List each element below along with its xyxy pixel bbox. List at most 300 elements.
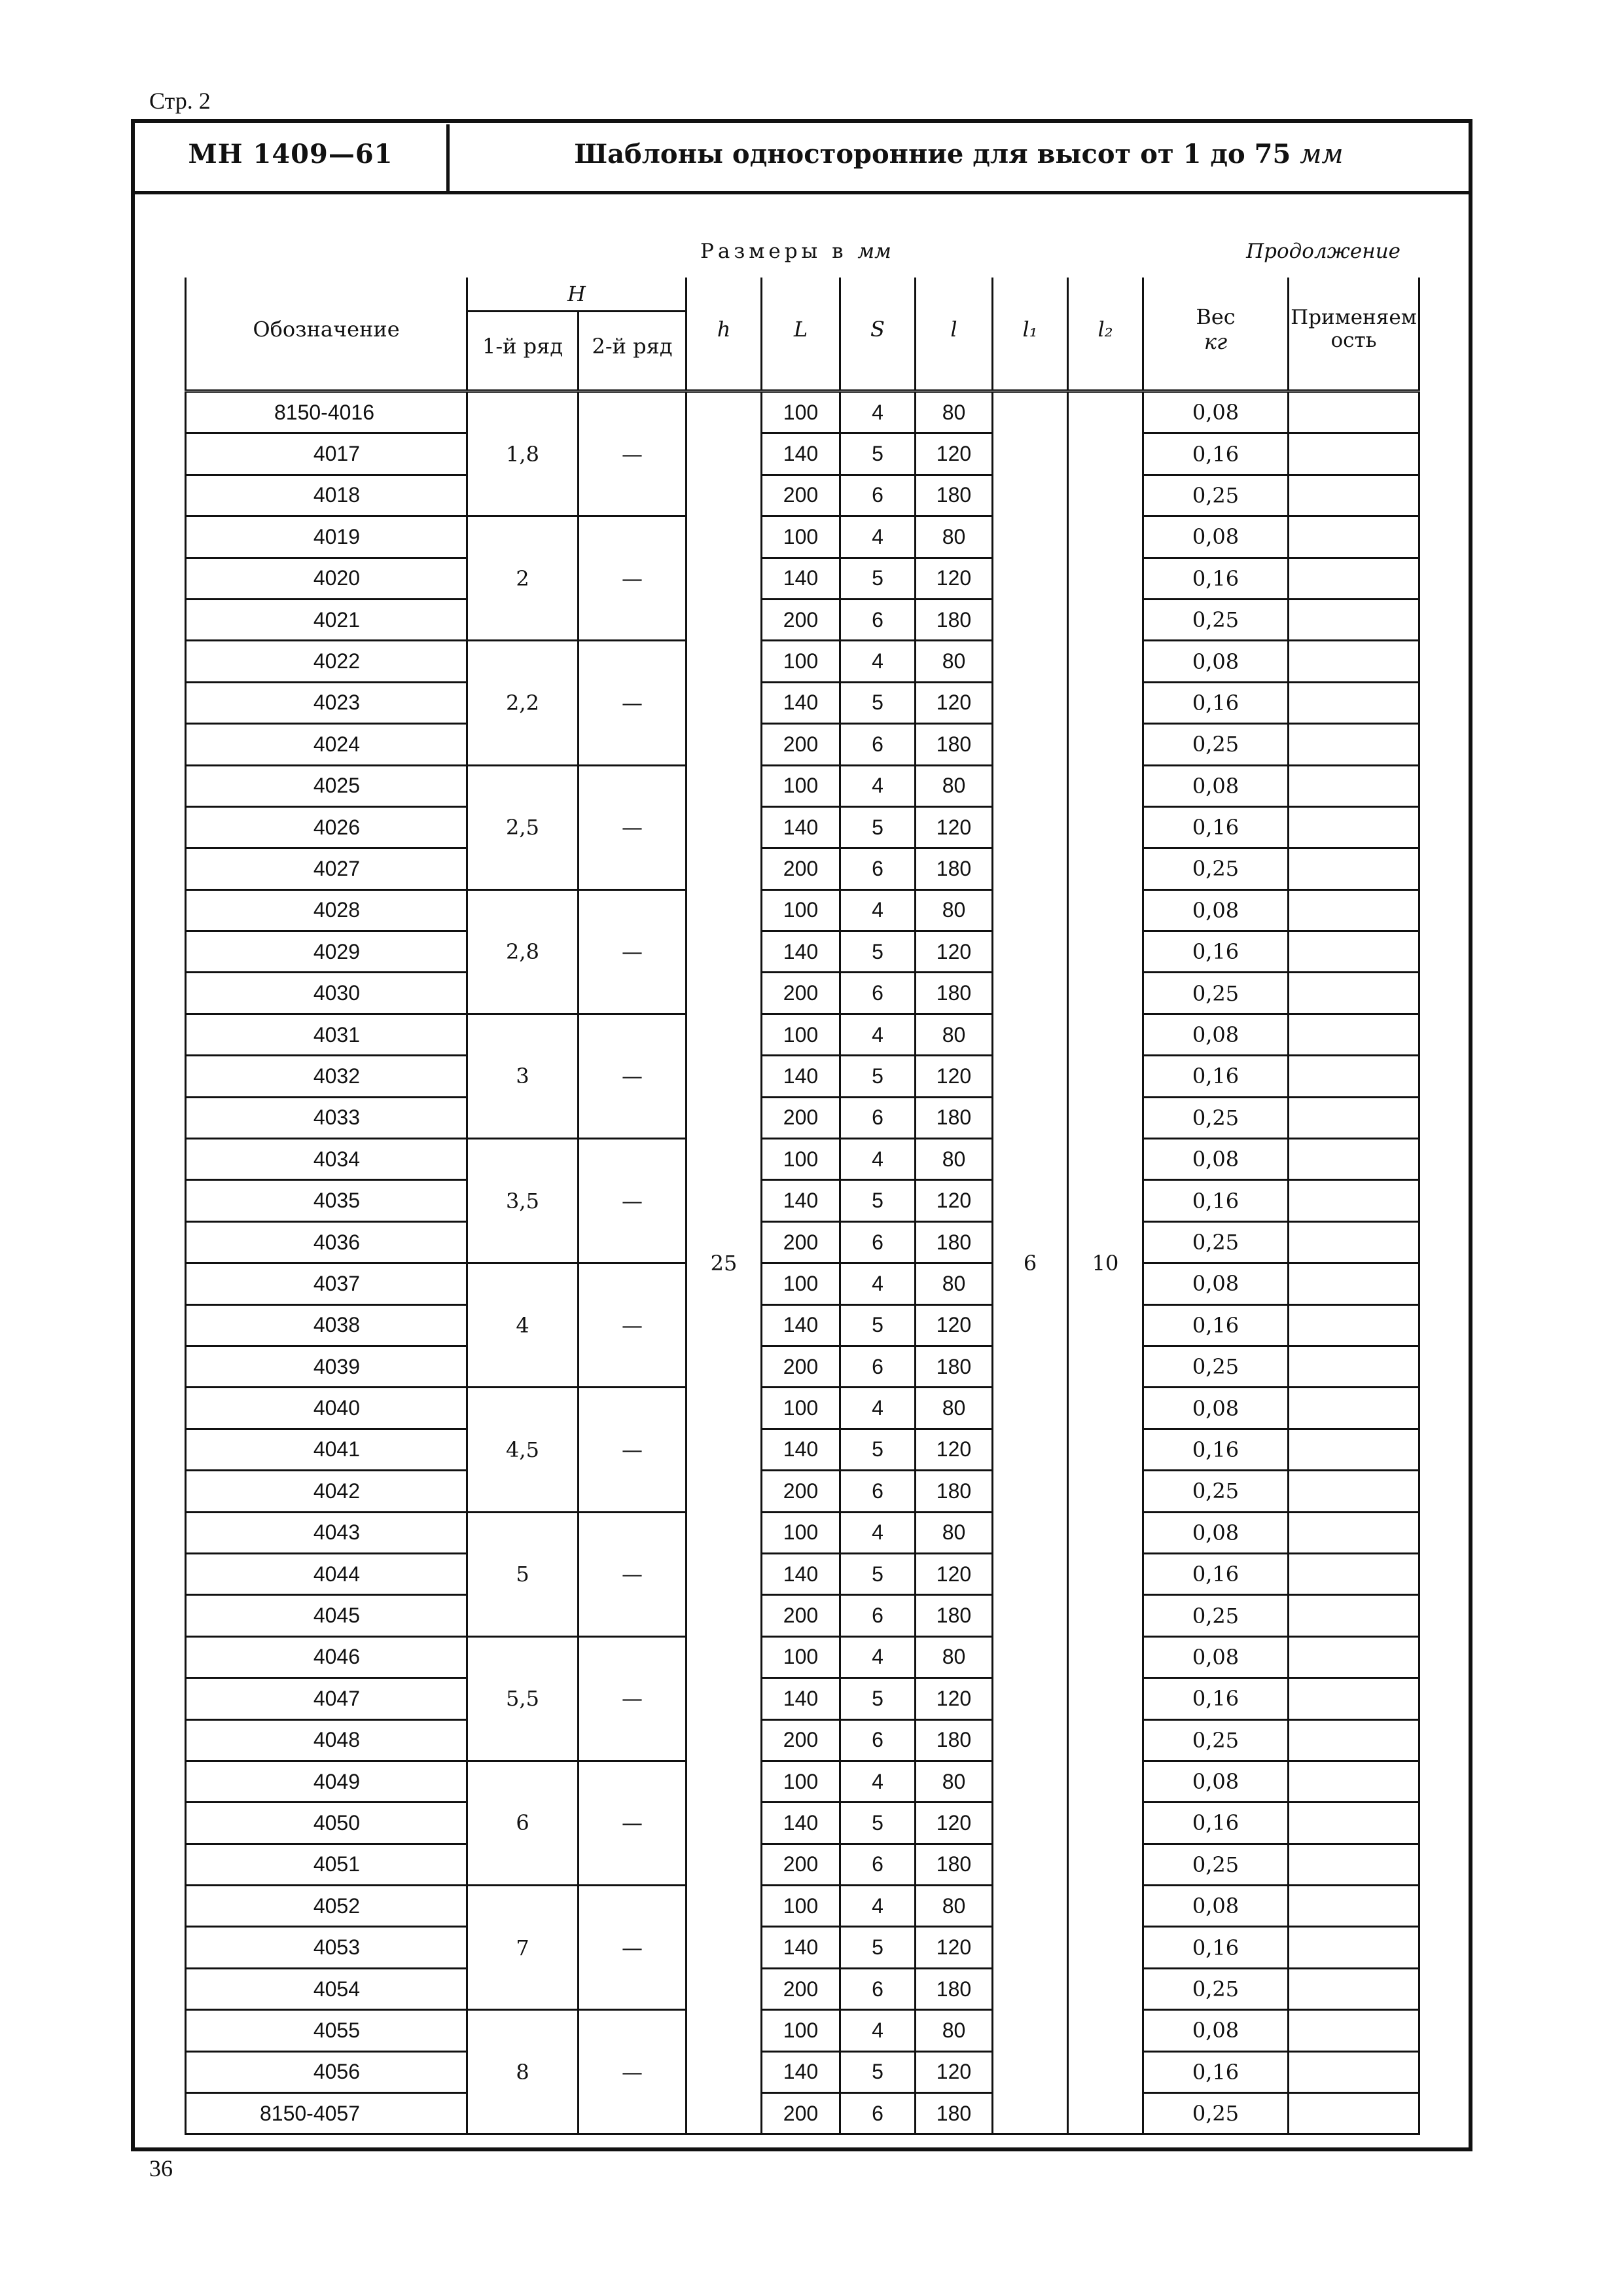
designation-cell: 4051: [186, 1844, 467, 1885]
l-cell: 80: [916, 641, 993, 682]
applicability-cell: [1289, 1139, 1419, 1180]
table-row: [186, 1180, 1419, 1221]
applicability-cell: [1289, 1761, 1419, 1802]
designation-cell: 4023: [186, 682, 467, 723]
designation-cell: 4028: [186, 889, 467, 931]
L-cell: 200: [762, 599, 840, 640]
S-cell: 6: [840, 1471, 916, 1512]
spec-table-body: [186, 391, 1419, 2134]
designation-cell: 4030: [186, 973, 467, 1014]
weight-cell: 0,08: [1143, 391, 1289, 433]
designation-cell: 4035: [186, 1180, 467, 1221]
S-cell: 5: [840, 1927, 916, 1968]
weight-cell: 0,16: [1143, 806, 1289, 848]
applicability-cell: [1289, 1263, 1419, 1304]
H-row1-cell: 5,5: [467, 1636, 579, 1761]
weight-cell: 0,08: [1143, 1139, 1289, 1180]
weight-cell: 0,25: [1143, 973, 1289, 1014]
applicability-cell: [1289, 682, 1419, 723]
l-cell: 80: [916, 1263, 993, 1304]
L-cell: 140: [762, 558, 840, 599]
L-cell: 140: [762, 682, 840, 723]
H-row2-cell: —: [579, 1886, 687, 2010]
H-row1-cell: 4,5: [467, 1388, 579, 1512]
S-cell: 4: [840, 641, 916, 682]
weight-cell: 0,25: [1143, 1968, 1289, 2009]
weight-cell: 0,08: [1143, 889, 1289, 931]
applicability-cell: [1289, 765, 1419, 806]
applicability-cell: [1289, 558, 1419, 599]
S-cell: 5: [840, 1304, 916, 1346]
weight-cell: 0,25: [1143, 2093, 1289, 2134]
S-cell: 4: [840, 1014, 916, 1055]
designation-cell: 4024: [186, 724, 467, 765]
col-L: L: [762, 278, 840, 380]
L-cell: 140: [762, 433, 840, 475]
S-cell: 4: [840, 1139, 916, 1180]
designation-cell: 4025: [186, 765, 467, 806]
S-cell: 4: [840, 1886, 916, 1927]
S-cell: 6: [840, 848, 916, 889]
S-cell: 6: [840, 1097, 916, 1138]
L-cell: 200: [762, 475, 840, 516]
l-cell: 80: [916, 1761, 993, 1802]
S-cell: 4: [840, 765, 916, 806]
S-cell: 5: [840, 1429, 916, 1470]
S-cell: 4: [840, 1388, 916, 1429]
table-row: [186, 1927, 1419, 1968]
l1-value-cell: 6: [993, 391, 1068, 2134]
l-cell: 80: [916, 1886, 993, 1927]
applicability-cell: [1289, 2093, 1419, 2134]
l-cell: 180: [916, 599, 993, 640]
applicability-cell: [1289, 433, 1419, 475]
H-row2-cell: —: [579, 765, 687, 889]
designation-cell: 4022: [186, 641, 467, 682]
table-row: [186, 1844, 1419, 1885]
l-cell: 120: [916, 1803, 993, 1844]
L-cell: 140: [762, 1304, 840, 1346]
S-cell: 5: [840, 931, 916, 973]
applicability-cell: [1289, 599, 1419, 640]
document-title-unit: мм: [1300, 139, 1344, 170]
L-cell: 100: [762, 1512, 840, 1553]
applicability-cell: [1289, 1719, 1419, 1761]
table-row: [186, 1429, 1419, 1470]
H-row1-cell: 2: [467, 516, 579, 641]
S-cell: 5: [840, 682, 916, 723]
col-l: l: [916, 278, 993, 380]
designation-cell: 4034: [186, 1139, 467, 1180]
table-row: [186, 806, 1419, 848]
table-row: [186, 1886, 1419, 1927]
l-cell: 80: [916, 1139, 993, 1180]
applicability-cell: [1289, 1097, 1419, 1138]
table-row: [186, 889, 1419, 931]
weight-cell: 0,08: [1143, 1761, 1289, 1802]
S-cell: 4: [840, 1263, 916, 1304]
col-applicability: Применяемость: [1289, 278, 1419, 380]
designation-cell: 4017: [186, 433, 467, 475]
table-row: [186, 558, 1419, 599]
S-cell: 4: [840, 1761, 916, 1802]
l-cell: 120: [916, 1553, 993, 1594]
S-cell: 6: [840, 724, 916, 765]
S-cell: 6: [840, 973, 916, 1014]
table-row: [186, 765, 1419, 806]
designation-cell: 4037: [186, 1263, 467, 1304]
applicability-cell: [1289, 516, 1419, 558]
weight-cell: 0,16: [1143, 1553, 1289, 1594]
l-cell: 80: [916, 391, 993, 433]
applicability-cell: [1289, 724, 1419, 765]
weight-cell: 0,25: [1143, 724, 1289, 765]
col-l1: l₁: [993, 278, 1068, 380]
table-row: [186, 599, 1419, 640]
l-cell: 120: [916, 682, 993, 723]
l2-value-cell: 10: [1068, 391, 1143, 2134]
l-cell: 180: [916, 973, 993, 1014]
table-row: [186, 1014, 1419, 1055]
table-row: [186, 1346, 1419, 1387]
weight-cell: 0,16: [1143, 682, 1289, 723]
L-cell: 140: [762, 931, 840, 973]
applicability-cell: [1289, 1471, 1419, 1512]
l-cell: 120: [916, 433, 993, 475]
S-cell: 5: [840, 1678, 916, 1719]
document-title-text: Шаблоны односторонние для высот от 1 до 75: [574, 139, 1291, 170]
designation-cell: 4055: [186, 2010, 467, 2051]
designation-cell: 4052: [186, 1886, 467, 1927]
S-cell: 6: [840, 1844, 916, 1885]
applicability-cell: [1289, 973, 1419, 1014]
applicability-cell: [1289, 1595, 1419, 1636]
L-cell: 100: [762, 641, 840, 682]
l-cell: 120: [916, 558, 993, 599]
applicability-cell: [1289, 1429, 1419, 1470]
L-cell: 100: [762, 2010, 840, 2051]
l-cell: 80: [916, 765, 993, 806]
applicability-cell: [1289, 806, 1419, 848]
designation-cell: 4020: [186, 558, 467, 599]
applicability-cell: [1289, 1553, 1419, 1594]
designation-cell: 8150-4057: [186, 2093, 467, 2134]
applicability-cell: [1289, 1180, 1419, 1221]
S-cell: 6: [840, 1968, 916, 2009]
designation-cell: 4047: [186, 1678, 467, 1719]
H-row2-cell: —: [579, 1139, 687, 1263]
L-cell: 200: [762, 1097, 840, 1138]
applicability-cell: [1289, 1636, 1419, 1677]
weight-cell: 0,08: [1143, 2010, 1289, 2051]
weight-cell: 0,08: [1143, 641, 1289, 682]
weight-cell: 0,08: [1143, 765, 1289, 806]
S-cell: 5: [840, 1553, 916, 1594]
S-cell: 6: [840, 1346, 916, 1387]
H-row2-cell: —: [579, 889, 687, 1014]
H-row1-cell: 6: [467, 1761, 579, 1885]
H-row1-cell: 2,2: [467, 641, 579, 765]
table-row: [186, 931, 1419, 973]
L-cell: 100: [762, 1263, 840, 1304]
table-row: [186, 1097, 1419, 1138]
H-row2-cell: —: [579, 1263, 687, 1388]
spec-table: [185, 278, 1418, 2135]
weight-cell: 0,25: [1143, 1844, 1289, 1885]
table-row: [186, 1553, 1419, 1594]
S-cell: 6: [840, 475, 916, 516]
designation-cell: 4038: [186, 1304, 467, 1346]
table-row: [186, 1678, 1419, 1719]
applicability-cell: [1289, 1844, 1419, 1885]
weight-cell: 0,25: [1143, 848, 1289, 889]
l-cell: 80: [916, 516, 993, 558]
table-row: [186, 433, 1419, 475]
table-row: [186, 1761, 1419, 1802]
applicability-cell: [1289, 1056, 1419, 1097]
L-cell: 200: [762, 1221, 840, 1263]
S-cell: 5: [840, 806, 916, 848]
L-cell: 140: [762, 1927, 840, 1968]
table-row: [186, 2051, 1419, 2092]
L-cell: 200: [762, 848, 840, 889]
S-cell: 4: [840, 516, 916, 558]
H-row1-cell: 8: [467, 2010, 579, 2134]
weight-cell: 0,16: [1143, 931, 1289, 973]
table-row: [186, 724, 1419, 765]
designation-cell: 4045: [186, 1595, 467, 1636]
table-row: [186, 1968, 1419, 2009]
weight-cell: 0,08: [1143, 1263, 1289, 1304]
header-separator: [446, 124, 450, 191]
weight-cell: 0,16: [1143, 1429, 1289, 1470]
weight-cell: 0,16: [1143, 558, 1289, 599]
L-cell: 200: [762, 1595, 840, 1636]
dimensions-note: [700, 240, 891, 263]
document-title: [452, 139, 1466, 170]
table-row: [186, 1388, 1419, 1429]
S-cell: 4: [840, 1636, 916, 1677]
L-cell: 200: [762, 1471, 840, 1512]
table-row: [186, 1221, 1419, 1263]
weight-cell: 0,16: [1143, 433, 1289, 475]
designation-cell: 4048: [186, 1719, 467, 1761]
L-cell: 100: [762, 516, 840, 558]
l-cell: 120: [916, 1180, 993, 1221]
applicability-cell: [1289, 1014, 1419, 1055]
weight-cell: 0,08: [1143, 1636, 1289, 1677]
L-cell: 140: [762, 2051, 840, 2092]
L-cell: 100: [762, 1636, 840, 1677]
l-cell: 80: [916, 1636, 993, 1677]
designation-cell: 8150-4016: [186, 391, 467, 433]
L-cell: 140: [762, 1180, 840, 1221]
H-row1-cell: 1,8: [467, 391, 579, 516]
l-cell: 120: [916, 931, 993, 973]
H-row1-cell: 2,8: [467, 889, 579, 1014]
applicability-cell: [1289, 1346, 1419, 1387]
table-row: [186, 516, 1419, 558]
H-row2-cell: —: [579, 1636, 687, 1761]
L-cell: 140: [762, 1678, 840, 1719]
l-cell: 120: [916, 2051, 993, 2092]
weight-cell: 0,16: [1143, 1180, 1289, 1221]
L-cell: 100: [762, 1886, 840, 1927]
applicability-cell: [1289, 1968, 1419, 2009]
header-rule: [131, 191, 1472, 194]
S-cell: 5: [840, 558, 916, 599]
L-cell: 140: [762, 1553, 840, 1594]
S-cell: 6: [840, 599, 916, 640]
designation-cell: 4018: [186, 475, 467, 516]
l-cell: 180: [916, 1595, 993, 1636]
weight-cell: 0,08: [1143, 1512, 1289, 1553]
H-row1-cell: 4: [467, 1263, 579, 1388]
H-row1-cell: 3,5: [467, 1139, 579, 1263]
designation-cell: 4029: [186, 931, 467, 973]
weight-cell: 0,25: [1143, 475, 1289, 516]
applicability-cell: [1289, 2010, 1419, 2051]
weight-cell: 0,16: [1143, 1304, 1289, 1346]
l-cell: 120: [916, 1429, 993, 1470]
H-row1-cell: 2,5: [467, 765, 579, 889]
designation-cell: 4021: [186, 599, 467, 640]
L-cell: 100: [762, 1139, 840, 1180]
table-row: [186, 1636, 1419, 1677]
col-weight-label: Вес: [1196, 304, 1236, 329]
applicability-cell: [1289, 641, 1419, 682]
l-cell: 120: [916, 1927, 993, 1968]
S-cell: 6: [840, 1221, 916, 1263]
L-cell: 200: [762, 973, 840, 1014]
applicability-cell: [1289, 1304, 1419, 1346]
L-cell: 100: [762, 1014, 840, 1055]
weight-cell: 0,16: [1143, 2051, 1289, 2092]
l-cell: 120: [916, 806, 993, 848]
table-row: [186, 391, 1419, 433]
H-row2-cell: —: [579, 641, 687, 765]
S-cell: 4: [840, 391, 916, 433]
L-cell: 140: [762, 1803, 840, 1844]
table-row: [186, 641, 1419, 682]
designation-cell: 4031: [186, 1014, 467, 1055]
applicability-cell: [1289, 391, 1419, 433]
table-row: [186, 1139, 1419, 1180]
col-H-row1: 1-й ряд: [467, 312, 579, 381]
l-cell: 80: [916, 1388, 993, 1429]
table-row: [186, 1595, 1419, 1636]
applicability-cell: [1289, 2051, 1419, 2092]
l-cell: 80: [916, 889, 993, 931]
L-cell: 200: [762, 2093, 840, 2134]
col-weight: [1143, 278, 1289, 380]
designation-cell: 4019: [186, 516, 467, 558]
dimensions-note-text: Размеры в: [700, 240, 847, 263]
L-cell: 100: [762, 391, 840, 433]
weight-cell: 0,25: [1143, 1346, 1289, 1387]
designation-cell: 4027: [186, 848, 467, 889]
L-cell: 200: [762, 1968, 840, 2009]
table-row: [186, 475, 1419, 516]
table-row: [186, 1263, 1419, 1304]
L-cell: 200: [762, 724, 840, 765]
l-cell: 180: [916, 724, 993, 765]
weight-cell: 0,08: [1143, 1388, 1289, 1429]
H-row2-cell: —: [579, 2010, 687, 2134]
col-designation: Обозначение: [186, 278, 467, 380]
L-cell: 100: [762, 889, 840, 931]
col-h: h: [687, 278, 762, 380]
S-cell: 4: [840, 2010, 916, 2051]
applicability-cell: [1289, 931, 1419, 973]
table-row: [186, 848, 1419, 889]
L-cell: 200: [762, 1346, 840, 1387]
applicability-cell: [1289, 1388, 1419, 1429]
H-row2-cell: —: [579, 391, 687, 516]
designation-cell: 4043: [186, 1512, 467, 1553]
col-S: S: [840, 278, 916, 380]
weight-cell: 0,16: [1143, 1678, 1289, 1719]
designation-cell: 4042: [186, 1471, 467, 1512]
applicability-cell: [1289, 1512, 1419, 1553]
table-row: [186, 1471, 1419, 1512]
l-cell: 120: [916, 1678, 993, 1719]
weight-cell: 0,16: [1143, 1056, 1289, 1097]
weight-cell: 0,16: [1143, 1803, 1289, 1844]
l-cell: 180: [916, 1097, 993, 1138]
col-l2: l₂: [1068, 278, 1143, 380]
applicability-cell: [1289, 1927, 1419, 1968]
weight-cell: 0,08: [1143, 1014, 1289, 1055]
table-row: [186, 2010, 1419, 2051]
weight-cell: 0,25: [1143, 599, 1289, 640]
H-row2-cell: —: [579, 1388, 687, 1512]
L-cell: 140: [762, 1056, 840, 1097]
L-cell: 100: [762, 1761, 840, 1802]
weight-cell: 0,25: [1143, 1097, 1289, 1138]
L-cell: 100: [762, 1388, 840, 1429]
applicability-cell: [1289, 1678, 1419, 1719]
table-row: [186, 973, 1419, 1014]
S-cell: 6: [840, 1595, 916, 1636]
h-value-cell: 25: [687, 391, 762, 2134]
weight-cell: 0,08: [1143, 516, 1289, 558]
table-row: [186, 1304, 1419, 1346]
S-cell: 5: [840, 1803, 916, 1844]
weight-cell: 0,25: [1143, 1719, 1289, 1761]
S-cell: 4: [840, 1512, 916, 1553]
l-cell: 180: [916, 1221, 993, 1263]
designation-cell: 4026: [186, 806, 467, 848]
table-row: [186, 1719, 1419, 1761]
applicability-cell: [1289, 848, 1419, 889]
applicability-cell: [1289, 1886, 1419, 1927]
applicability-cell: [1289, 1221, 1419, 1263]
l-cell: 180: [916, 1844, 993, 1885]
H-row1-cell: 7: [467, 1886, 579, 2010]
applicability-cell: [1289, 1803, 1419, 1844]
l-cell: 180: [916, 475, 993, 516]
weight-cell: 0,25: [1143, 1595, 1289, 1636]
weight-cell: 0,08: [1143, 1886, 1289, 1927]
designation-cell: 4039: [186, 1346, 467, 1387]
l-cell: 120: [916, 1056, 993, 1097]
H-row1-cell: 5: [467, 1512, 579, 1636]
designation-cell: 4054: [186, 1968, 467, 2009]
H-row2-cell: —: [579, 1014, 687, 1138]
designation-cell: 4056: [186, 2051, 467, 2092]
col-weight-unit: кг: [1204, 329, 1228, 354]
